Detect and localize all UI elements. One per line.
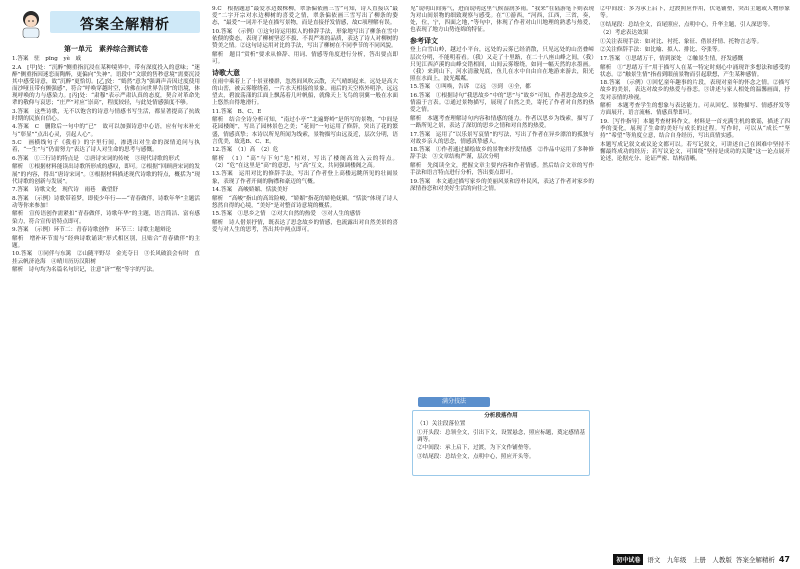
answer-paragraph: 解析 本题考查理解诗句内容和情感的能力。作者以思乡为线索，描写了一路所见之景，表达了深切的思乡之情和对自然的热爱。 xyxy=(410,115,594,129)
answer-paragraph: 解析 诗句均为名篇名句识记，注意“济”“壑”等字的写法。 xyxy=(12,267,158,274)
answer-paragraph: 18.答案 （示例）①回忆童年趣事的片段，表现对童年的怀念之情。②描写故乡的美景，表达对故乡的热爱与眷恋。③讲述与家人相处的温馨画面，抒发对亲情的珍视。 xyxy=(600,80,790,101)
page-footer xyxy=(613,553,790,565)
section-heading: 参考译文 xyxy=(410,37,438,46)
answer-paragraph: 解析 ①“思绪万千”用于描写人在某一特定时刻心中涌现许多想法和感受的状态。②“触景生情”指看到眼前景物而引起联想，产生某种感情。 xyxy=(600,64,790,78)
answer-paragraph: 18.答案 ①作者通过描绘故乡的景物来抒发情感 ②作品中运用了多种修辞手法 ③文章结构严谨，层次分明 xyxy=(410,147,594,161)
answer-paragraph: ②中间段：多为承上启下，过渡照应作用，伏笔铺垫，突出主题或人物形象等。 xyxy=(600,6,790,20)
answer-paragraph: 解析 先阅读全文，把握文章主要内容和作者情感。然后结合文章的写作手法和语言特点进行分析，答出要点即可。 xyxy=(410,162,594,176)
tips-item: ①开头段：总领全文，引出下文，设置悬念，照应标题，奠定感情基调等。 xyxy=(417,429,585,443)
answer-paragraph: （2）考虑表达效果 xyxy=(600,30,649,37)
answer-paragraph: 11.答案 B、C、E xyxy=(212,108,262,115)
answer-paragraph: 解析 “高峻”指山的高耸险峻，“娇媚”指花的娇艳妩媚。“恬淡”体现了诗人悠然自得的心境，“美好”是对整首诗意境的概括。 xyxy=(212,195,398,209)
tips-item: ③结尾段：总结全文，点明中心，照应开头等。 xyxy=(417,453,535,460)
answer-paragraph: 解析 结合全诗分析可知，“南过小亭”“北遍野岭”是所写的景物，“中间是花园楼阁”，写出了园林景色之美；“花间”一句运用了修辞，突出了花的繁盛，情感真挚；本诗以所见所闻为线索，景物描写由远及近，层次分明，语言优美，故选B、C、E。 xyxy=(212,117,398,145)
answer-paragraph: 9.C 根据题意“最爱水边数株柳，翠条偏依画三雪”可知，诗人直接以“最爱”二字开宗对水边柳树的喜爱之情，翠条偏依画三雪写出了柳条的姿态，“最爱”一词并不是在描写景物，而是直接抒发情感，故C项理解有误。 xyxy=(212,6,398,27)
answer-paragraph: 解析 （1）“高”与下句“危”相对，写出了楼阁高耸入云的特点。（2）“危”在这里是“高”的意思，与“高”互文，共同强调楼阁之高。 xyxy=(212,155,398,169)
answer-paragraph: 5.C 画横线句子《我看》的字里行间，渗透出对生命的深情追问与执着，“一生”与“仍需努力”表达了诗人对生命的思考与感慨。 xyxy=(12,140,200,154)
answer-paragraph: ①关注表现手法：如对比、衬托、象征、借景抒情、托物言志等。 xyxy=(600,38,763,45)
answer-paragraph: 解析 诗人借景抒情，既表达了思念故乡的情感，也流露出对自然美景的喜爱与对人生的思考，答出其中两点即可。 xyxy=(212,220,398,234)
answer-paragraph: 解析 宣传语创作需紧扣“青春做伴，诗歌年华”的主题，语言简洁、富有感染力，符合宣传语特点即可。 xyxy=(12,211,200,225)
answer-paragraph: 解析 ①根据材料能读出诗歌所形成的感叹，即可。②根据“回顾唐宋词的发展”的内容，得出“唐诗宋词”。③根据材料描述现代诗歌的特点，概括为“现代诗歌的创新与发展”。 xyxy=(12,164,200,185)
footer-subject: 语文 九年级 上册 人教版 xyxy=(647,555,732,564)
answer-paragraph: 3.答案 这些诗歌，无不以饱含的诗意与情感书写生活，都显著提高了抗战时期的民族自信心。 xyxy=(12,108,200,122)
section-heading: 第一单元 素养综合测试卷 xyxy=(64,45,148,53)
student-avatar-icon xyxy=(14,8,48,38)
tips-item: ②中间段：承上启下，过渡，为下文作铺垫等。 xyxy=(417,445,535,452)
answer-column-1 xyxy=(12,44,200,550)
answer-paragraph: 10.答案 （示例）①这句诗运用拟人的修辞手法，形象地写出了柳条在雪中依偎的姿态，表现了柳树坚忍不拔、不畏严寒的品质，表达了诗人对柳树的赞美之情。②这句诗运用对比的手法，写出了柳树在不同季节的不同风貌。 xyxy=(212,28,398,49)
answer-paragraph: 7.答案 诗歌文化 现代诗 雨巷 戴望舒 xyxy=(12,187,119,194)
answer-paragraph: 12.答案 （1）高 （2）危 xyxy=(212,147,279,154)
answer-paragraph: 在雨中乘着上了十景亚楼群，忽然间风吹云散，天气晴朗起来。远处是高大的山峦，被云雾缭绕着，一片水天相接的景象。雨后的天空格外明净，远远望去，碧波荡漾的江面上飘荡着几叶帆船，就像天上飞鸟的羽翼一般在水面上悠然自得地滑行。 xyxy=(212,78,398,107)
answer-paragraph: 15.答案 ①思乡之情 ②对大自然的热爱 ③对人生的感悟 xyxy=(212,211,361,218)
answer-paragraph: 14.答案 高峻娇媚、恬淡美好 xyxy=(212,187,289,194)
tips-item: （1）关注段落位置 xyxy=(417,421,466,428)
answer-paragraph: ③结尾段：总结全文，首尾照应，点明中心，升华主题，引人深思等。 xyxy=(600,21,774,28)
tips-box xyxy=(412,410,590,476)
answer-paragraph: 16.答案 ①根据诗句“我思故乡”中的“思”与“故乡”可知，作者思念故乡之情溢于言表。②通过景物描写，展现了自然之美，寄托了作者对自然的热爱之情。 xyxy=(410,93,594,114)
tips-tab: 满分技法 xyxy=(418,397,490,407)
brand-logo: 初中试卷 xyxy=(613,554,643,565)
answer-paragraph: ②关注修辞手法：如比喻、拟人、排比、夸张等。 xyxy=(600,47,724,54)
answer-paragraph: 解析 题目“赏析”要求从修辞、用词、情感等角度进行分析，答出要点即可。 xyxy=(212,51,398,65)
answer-paragraph: 10.答案 ①同伴与东篱 ②山随平野尽 金光夺日 ③长风破浪会有时 直挂云帆济沧海 ④晴川历历汉阳树 xyxy=(12,251,200,265)
answer-column-4 xyxy=(600,6,790,552)
footer-section: 答案全解精析 xyxy=(735,555,775,564)
answer-paragraph: 8.答案 （示例）诗歌带着梦，即使少年行——“青春做伴，诗歌年华”主题活动等你来参加！ xyxy=(12,195,200,209)
answer-paragraph: 解析 本题考查学生的想象与表达能力。可从回忆、景物描写、情感抒发等方面展开，语言流畅、情感真挚即可。 xyxy=(600,103,790,117)
answer-paragraph: 6.答案 ①三行诗的特点是 ②唐诗宋词的传统 ③现代诗歌的形式 xyxy=(12,155,180,162)
answer-paragraph: 登上白雪山岭，越过小平台，远处的云雾已经消散，只见远处的山峦叠嶂层次分明，不能明着看。（我）又走了十里路，在二十八座山峰之间，（我）只见江西泸溪的山峰交错相间，山间云雾缭绕，如同一幅天然的水墨画。（我）来到山下，河水清澈见底，鱼儿在水中自由自在地游来游去，阳光照在水面上，波光粼粼。 xyxy=(410,47,594,82)
answer-paragraph: 本题写成记叙文或议论文都可以。若写记叙文，可讲述自己在困难中坚持不懈最终成功的经历；若写议论文，可围绕“坚持是成功的关键”这一论点展开论述，论据充分、论证严密、结构清晰。 xyxy=(600,141,790,162)
answer-paragraph: 4.答案 C 删除后一句中的“已” 故可以加强诗意中心语，应有句末补充与“彰显”“点出心灵，引起人心”。 xyxy=(12,124,200,138)
answer-paragraph: 15.答案 ①叫唤，告诉 ②远 ③到 ④全，都 xyxy=(410,84,531,91)
tips-title: 分析段落作用 xyxy=(484,413,518,419)
page-number: 47 xyxy=(778,554,790,564)
answer-paragraph: 19.答案 本文通过描写家乡的美丽风景和淳朴民风，表达了作者对家乡的深情眷恋和对美好生活的向往之情。 xyxy=(410,178,594,192)
answer-paragraph: 1.答案 驻 pīng yè 戚 xyxy=(12,56,82,63)
answer-paragraph: 19.［写作指导］本题考查材料作文。材料是一首充满生机的歌谣，描述了四季的变化，展现了生命的美好与成长的过程。写作时，可以从“成长”“坚持”“希望”等角度立意，结合自身经历，写出真情实感。 xyxy=(600,118,790,139)
page-title: 答案全解精析 xyxy=(80,17,170,33)
answer-paragraph: 2.A [甲]处：“沉醉”侧重指沉浸在某种境界中，带有深度投入的意味；“迷醉”侧重指因迷恋而陶醉，更偏向“失神”。语段中“文联的售秒意境”需要沉浸其中感受诗意，故“沉醉”更恰切。[乙]处：“嫣然”意为“强调声音因过度使用而沙哑且带有颤强感”，符合“呼唤穿越时空，仿佛在向世界告别”的语境，体现呼唤的力与感染力。[丙]处：“肃穆”表示严肃认真的态度，契合对革命先辈的敬仰与哀思；“庄严”对应“崇高”，程度较轻，与此处情感强度不够。 xyxy=(12,64,200,107)
answer-paragraph: 13.答案 运用对比的修辞手法，写出了作者登上高楼远眺所见的壮阔景象，表现了作者开阔的胸襟和豪迈的气概。 xyxy=(212,171,398,185)
answer-column-2 xyxy=(212,6,398,552)
title-banner xyxy=(50,11,200,33)
answer-paragraph: 9.答案 （示例）环节二：青春诗歌创作 环节三：诗歌主题辩论 xyxy=(12,227,172,234)
answer-paragraph: 解析 增补环节需与“经典诗歌诵读”形式相区别，且贴合“青春做伴”的主题。 xyxy=(12,235,200,249)
page-header xyxy=(12,6,200,40)
answer-paragraph: 17.答案 运用了“以乐景写哀情”的写法，写出了作者在异乡漂泊的孤独与对故乡亲人的思念，情感真挚感人。 xyxy=(410,131,594,145)
section-heading: 诗歌大意 xyxy=(212,68,240,77)
answer-paragraph: 见“说明山间雾气，进而说明这里气候湿润多雨。“我来”在陆游笔下则表现为对山间景物的细致观察与感受。在“①游西，“河西，江西，三省，奏，处，位，宁，四面之地，”等句中，体现了作者对山川地理的熟悉与热爱，也表现了地方山势连绵的特征。 xyxy=(410,6,594,34)
answer-paragraph: 17.答案 ①思绪万千，情到深处 ②触景生情，抒发感慨 xyxy=(600,56,744,63)
